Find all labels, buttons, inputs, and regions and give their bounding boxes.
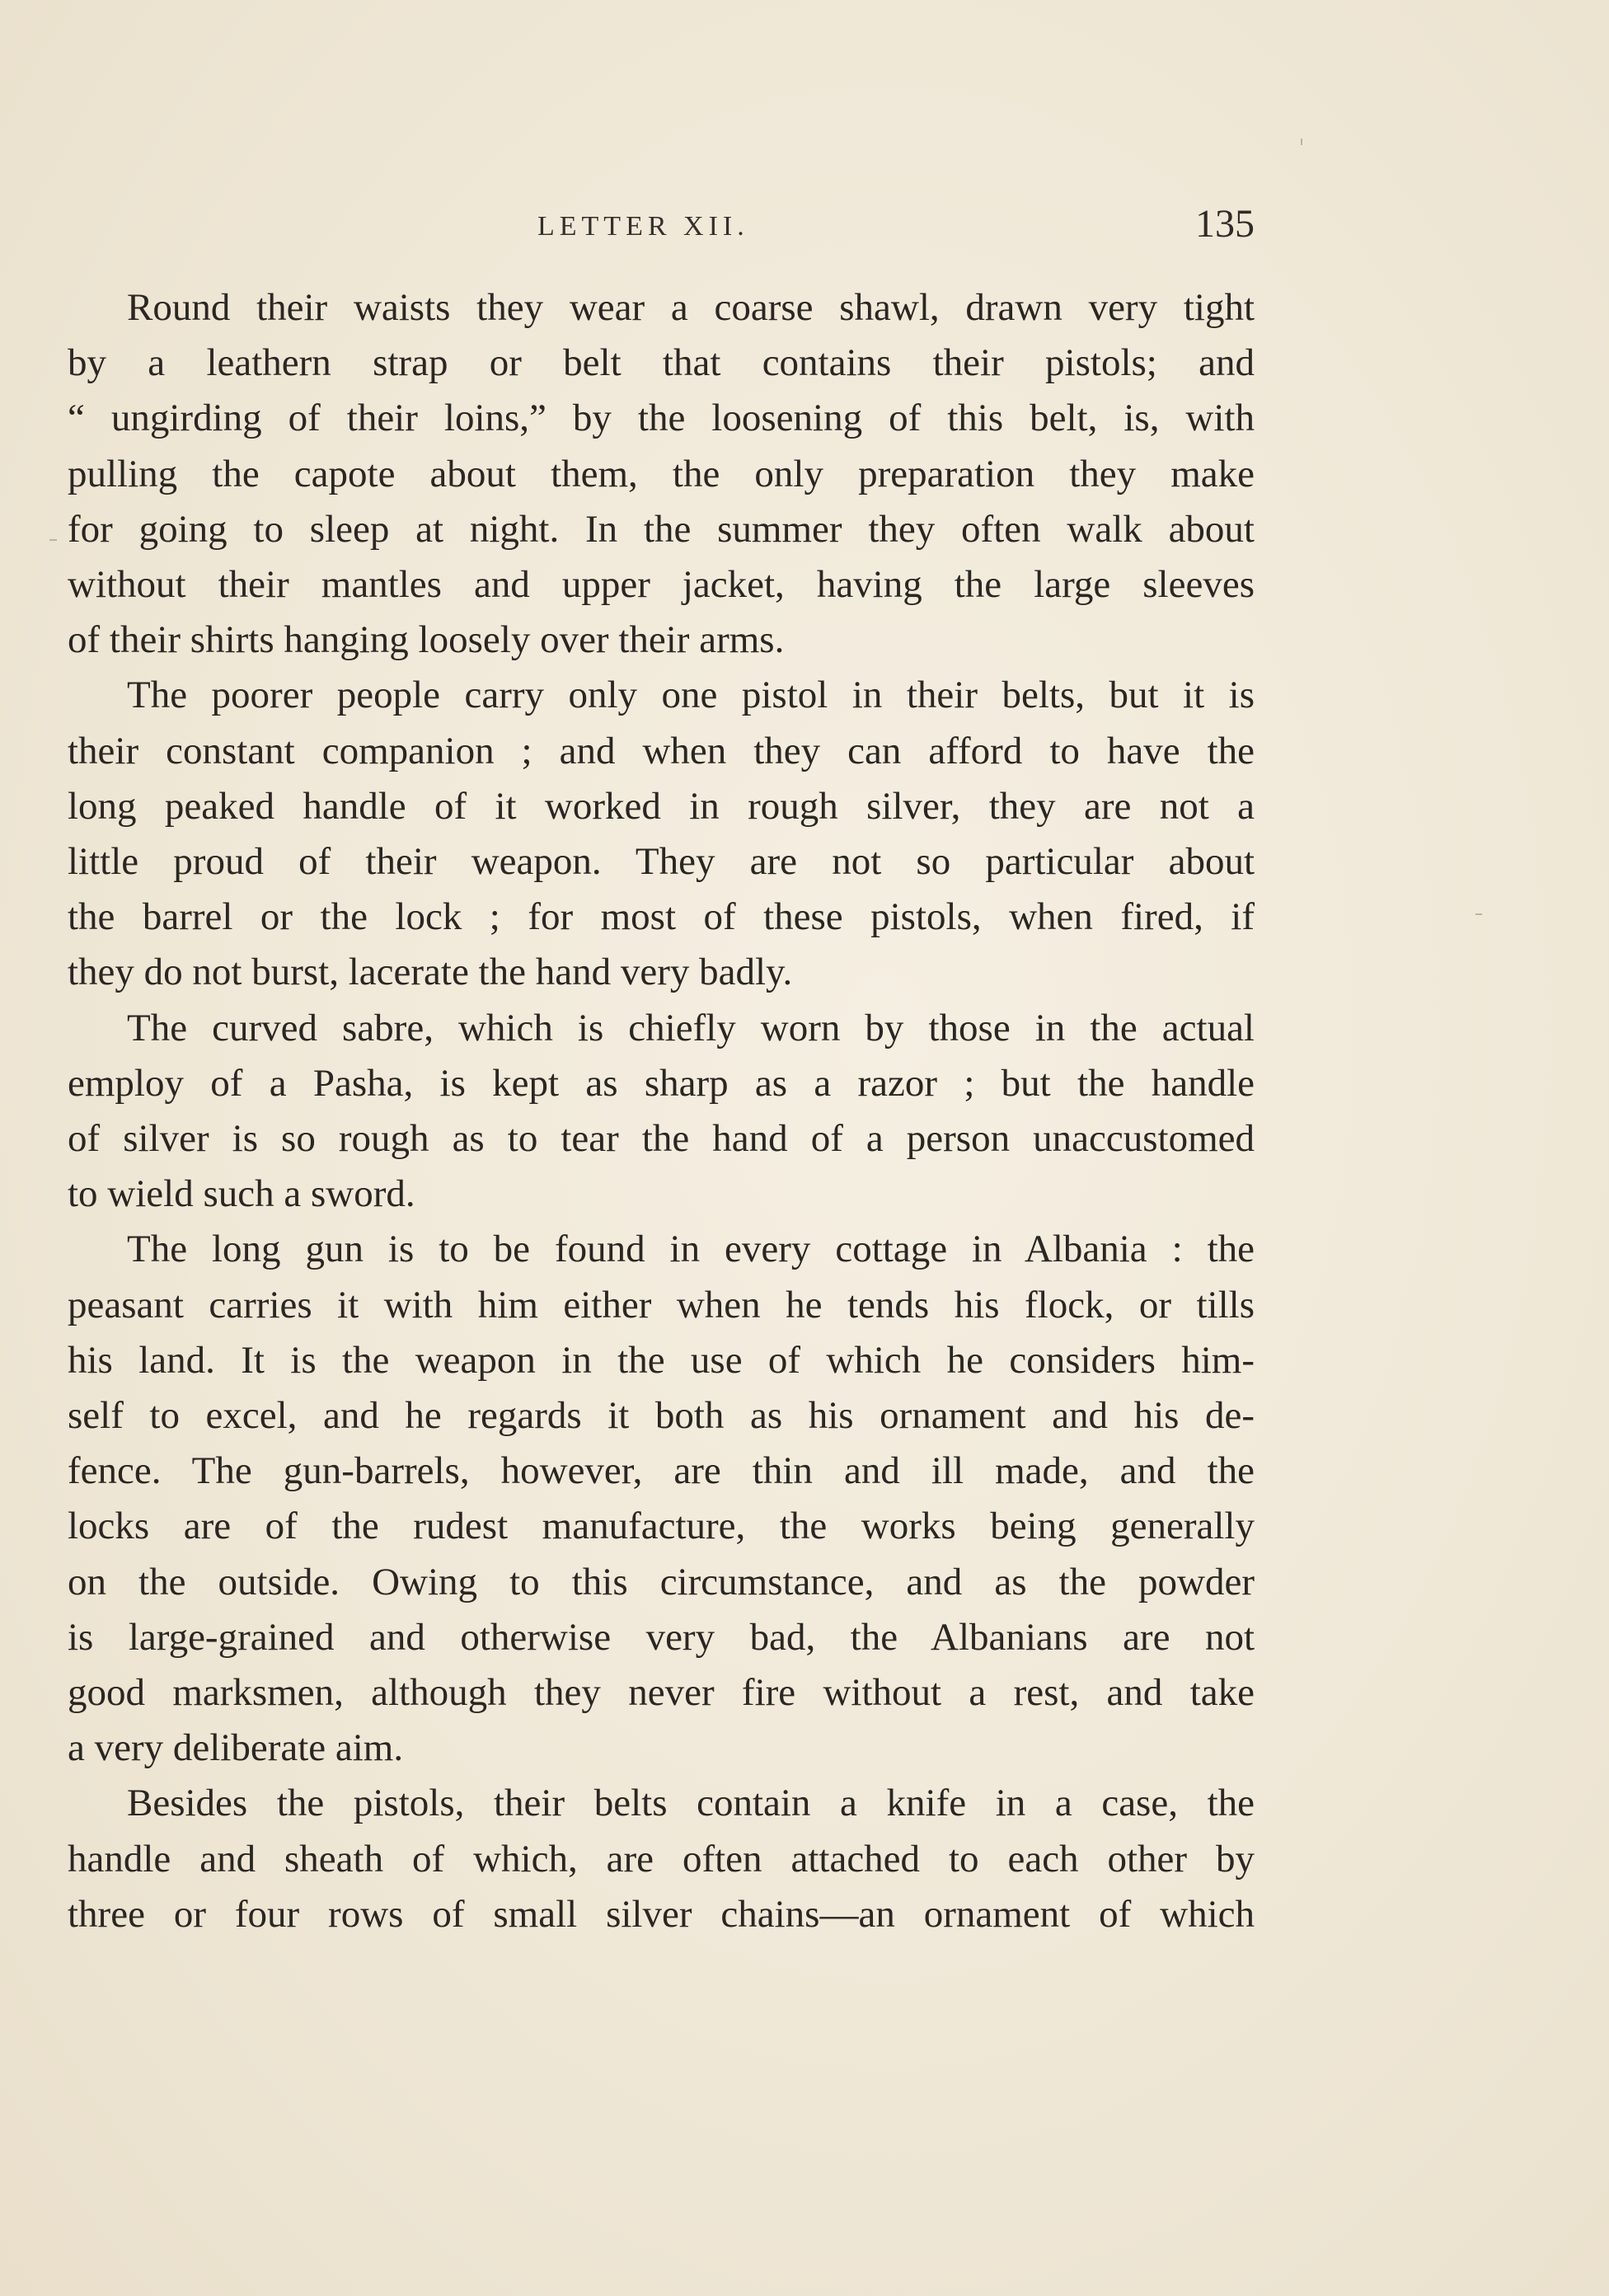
- margin-mark: [1301, 139, 1302, 145]
- body-text: [68, 280, 1255, 1942]
- text-line: handle and sheath of which, are often attached to each other by: [68, 1837, 1255, 1880]
- text-line: of their shirts hanging loosely over their arms.: [68, 618, 785, 662]
- paragraph: [68, 1776, 1255, 1942]
- margin-mark: [49, 539, 57, 541]
- text-line: fence. The gun-barrels, however, are thin and ill made, and the: [68, 1449, 1255, 1493]
- paragraph: [68, 1222, 1255, 1776]
- text-line: by a leathern strap or belt that contains their pistols; and: [68, 341, 1255, 385]
- running-header: [68, 201, 1255, 251]
- text-line: peasant carries it with him either when he tends his flock, or tills: [68, 1283, 1255, 1326]
- text-line: pulling the capote about them, the only preparation they make: [68, 452, 1255, 495]
- text-line: is large-grained and otherwise very bad, the Albanians are not: [68, 1615, 1255, 1659]
- text-line: three or four rows of small silver chains—an ornament of which: [68, 1892, 1255, 1936]
- text-line: on the outside. Owing to this circumstance, and as the powder: [68, 1560, 1255, 1603]
- text-line: locks are of the rudest manufacture, the works being generally: [68, 1505, 1255, 1548]
- text-line: his land. It is the weapon in the use of which he considers him-: [68, 1338, 1255, 1382]
- text-line: of silver is so rough as to tear the hand of a person unaccustomed: [68, 1117, 1255, 1161]
- text-line: little proud of their weapon. They are not so particular about: [68, 840, 1255, 884]
- text-line: employ of a Pasha, is kept as sharp as a razor ; but the handle: [68, 1061, 1255, 1105]
- paragraph: [68, 1001, 1255, 1223]
- text-line: good marksmen, although they never fire without a rest, and take: [68, 1671, 1255, 1715]
- text-line: they do not burst, lacerate the hand very badly.: [68, 951, 793, 994]
- text-line: for going to sleep at night. In the summer they often walk about: [68, 507, 1255, 551]
- text-line: Besides the pistols, their belts contain a knife in a case, the: [127, 1782, 1255, 1825]
- text-line: “ ungirding of their loins,” by the loosening of this belt, is, with: [68, 397, 1255, 440]
- text-line: self to excel, and he regards it both as his ornament and his de-: [68, 1394, 1255, 1438]
- text-line: to wield such a sword.: [68, 1172, 415, 1216]
- text-line: long peaked handle of it worked in rough silver, they are not a: [68, 784, 1255, 828]
- text-line: a very deliberate aim.: [68, 1726, 404, 1770]
- text-line: Round their waists they wear a coarse shawl, drawn very tight: [127, 286, 1255, 329]
- text-line: The long gun is to be found in every cottage in Albania : the: [127, 1228, 1255, 1271]
- text-line: their constant companion ; and when they can afford to have the: [68, 729, 1255, 772]
- text-line: The curved sabre, which is chiefly worn by those in the actual: [127, 1006, 1255, 1049]
- text-line: the barrel or the lock ; for most of these pistols, when fired, if: [68, 895, 1255, 939]
- paragraph: [68, 280, 1255, 668]
- paragraph: [68, 668, 1255, 1000]
- text-line: without their mantles and upper jacket, having the large sleeves: [68, 563, 1255, 607]
- page-number: 135: [1195, 202, 1255, 246]
- margin-mark: [1475, 913, 1482, 915]
- text-line: The poorer people carry only one pistol in their belts, but it is: [127, 674, 1255, 717]
- running-title: LETTER XII.: [537, 211, 749, 242]
